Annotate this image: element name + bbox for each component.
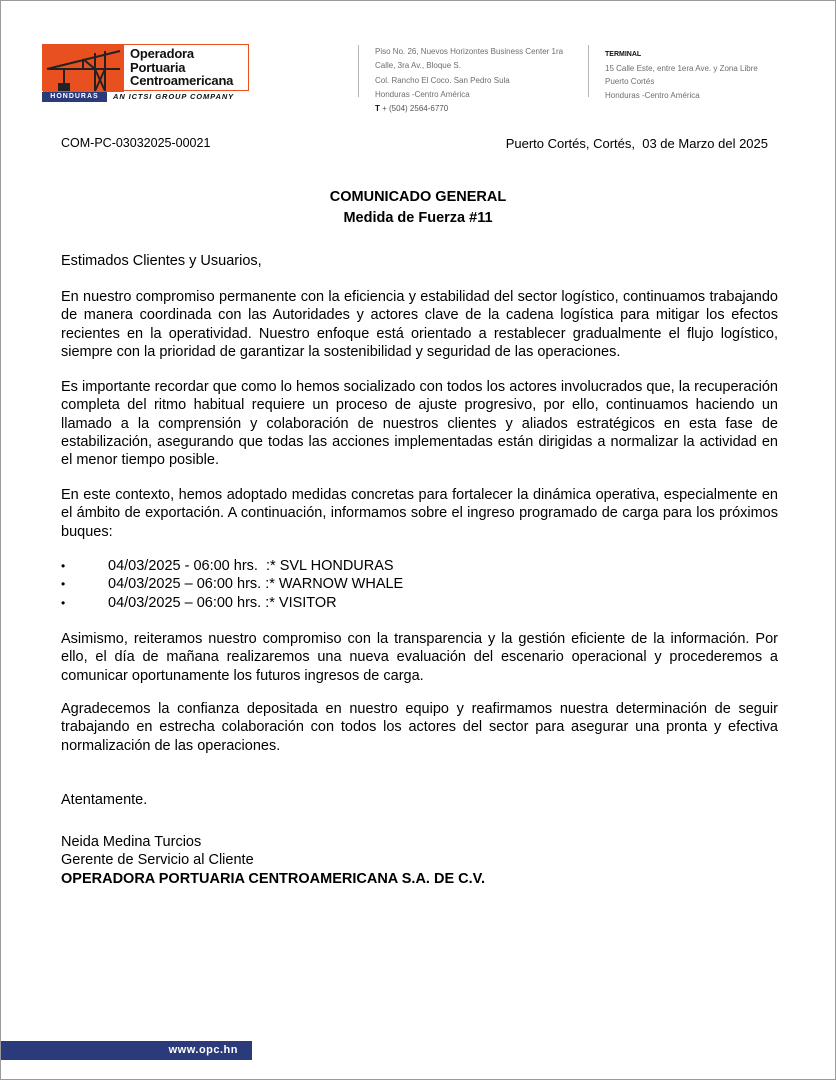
schedule-entry: 04/03/2025 – 06:00 hrs. :* WARNOW WHALE: [108, 576, 404, 593]
list-item: [61, 557, 394, 575]
list-item: [61, 594, 337, 612]
terminal-address-line: Honduras -Centro América: [605, 90, 700, 100]
bullet-mark: •: [61, 577, 66, 592]
closing: Atentamente.: [61, 792, 148, 808]
greeting: Estimados Clientes y Usuarios,: [61, 253, 262, 269]
terminal-address: [605, 48, 758, 102]
office-address-line: Honduras -Centro América: [375, 89, 470, 99]
company-logo: [42, 44, 252, 102]
list-item: [61, 575, 404, 593]
terminal-address-line: 15 Calle Este, entre 1era Ave. y Zona Libre: [605, 63, 758, 73]
office-address-line: Calle, 3ra Av., Bloque S.: [375, 61, 461, 71]
document-title: COMUNICADO GENERAL: [329, 189, 507, 205]
logo-line-2: Portuaria: [130, 59, 186, 75]
paragraph: En este contexto, hemos adoptado medidas concretas para fortalecer la dinámica operativa, especialmente en el ámbito de exportación. A continuación, informamos sobre el ingreso programado de carga para los próximos buques:: [61, 487, 778, 540]
paragraph: En nuestro compromiso permanente con la eficiencia y estabilidad del sector logístico, continuamos trabajando de manera coordinada con las Autoridades y actores clave de la cadena logística para mitigar los efectos recientes en la operatividad. Nuestro enfoque está orientado a restablecer gradualmente el flujo logístico, siempre con la prioridad de garantizar la sostenibilidad y seguridad de las operaciones.: [61, 289, 778, 360]
schedule-entry: 04/03/2025 – 06:00 hrs. :* VISITOR: [108, 594, 337, 611]
terminal-label: TERMINAL: [605, 51, 642, 58]
office-address: [375, 45, 563, 116]
phone-prefix: T: [375, 104, 380, 114]
signature-block: [61, 833, 485, 888]
footer-website[interactable]: www.opc.hn: [1, 1041, 252, 1060]
header-divider: [588, 45, 589, 97]
logo-line-1: Operadora: [130, 46, 194, 61]
document-subtitle: Medida de Fuerza #11: [343, 210, 493, 226]
office-address-line: Piso No. 26, Nuevos Horizontes Business Center 1ra: [375, 47, 564, 56]
office-phone: [375, 102, 563, 116]
office-address-line: Col. Rancho El Coco. San Pedro Sula: [375, 75, 510, 85]
logo-wordmark: [130, 47, 233, 88]
logo-country: HONDURAS: [42, 92, 107, 102]
bullet-mark: •: [61, 559, 66, 573]
crane-icon: [43, 45, 124, 92]
bullet-mark: •: [61, 595, 66, 610]
signer-role: Gerente de Servicio al Cliente: [61, 852, 254, 869]
terminal-address-line: Puerto Cortés: [605, 77, 655, 86]
logo-tagline: AN ICTSI GROUP COMPANY: [113, 92, 235, 101]
place-date: Puerto Cortés, Cortés, 03 de Marzo del 2025: [505, 136, 768, 151]
phone-number: + (504) 2564-6770: [382, 104, 449, 114]
signer-name: Neida Medina Turcios: [61, 834, 202, 850]
logo-frame: [42, 44, 249, 91]
header-divider: [358, 45, 359, 97]
paragraph: Es importante recordar que como lo hemos socializado con todos los actores involucrados que, la recuperación completa del ritmo habitual requiere un proceso de ajuste progresivo, por ello, continuamos haciendo un llamado a la comprensión y colaboración de nuestros clientes y aliados estratégicos en esta fase de estabilización, asegurando que todas las acciones implementadas están dirigidas a normalizar la actividad en el menor tiempo posible.: [61, 379, 778, 469]
schedule-entry: 04/03/2025 - 06:00 hrs. :* SVL HONDURAS: [108, 558, 394, 574]
logo-line-3: Centroamericana: [130, 73, 234, 88]
vessel-schedule-list: [61, 557, 404, 612]
paragraph: Agradecemos la confianza depositada en nuestro equipo y reafirmamos nuestra determinación de seguir trabajando en estrecha colaboración con todos los actores del sector para asegurar una pronta y efectiva normalización de las operaciones.: [61, 701, 778, 754]
signer-company: OPERADORA PORTUARIA CENTROAMERICANA S.A. DE C.V.: [61, 870, 486, 887]
reference-number: COM-PC-03032025-00021: [61, 136, 211, 150]
paragraph: Asimismo, reiteramos nuestro compromiso con la transparencia y la gestión eficiente de la información. Por ello, el día de mañana realizaremos una nueva evaluación del escenario operacional y procederemos a comunicar oportunamente los futuros ingresos de carga.: [61, 631, 778, 684]
